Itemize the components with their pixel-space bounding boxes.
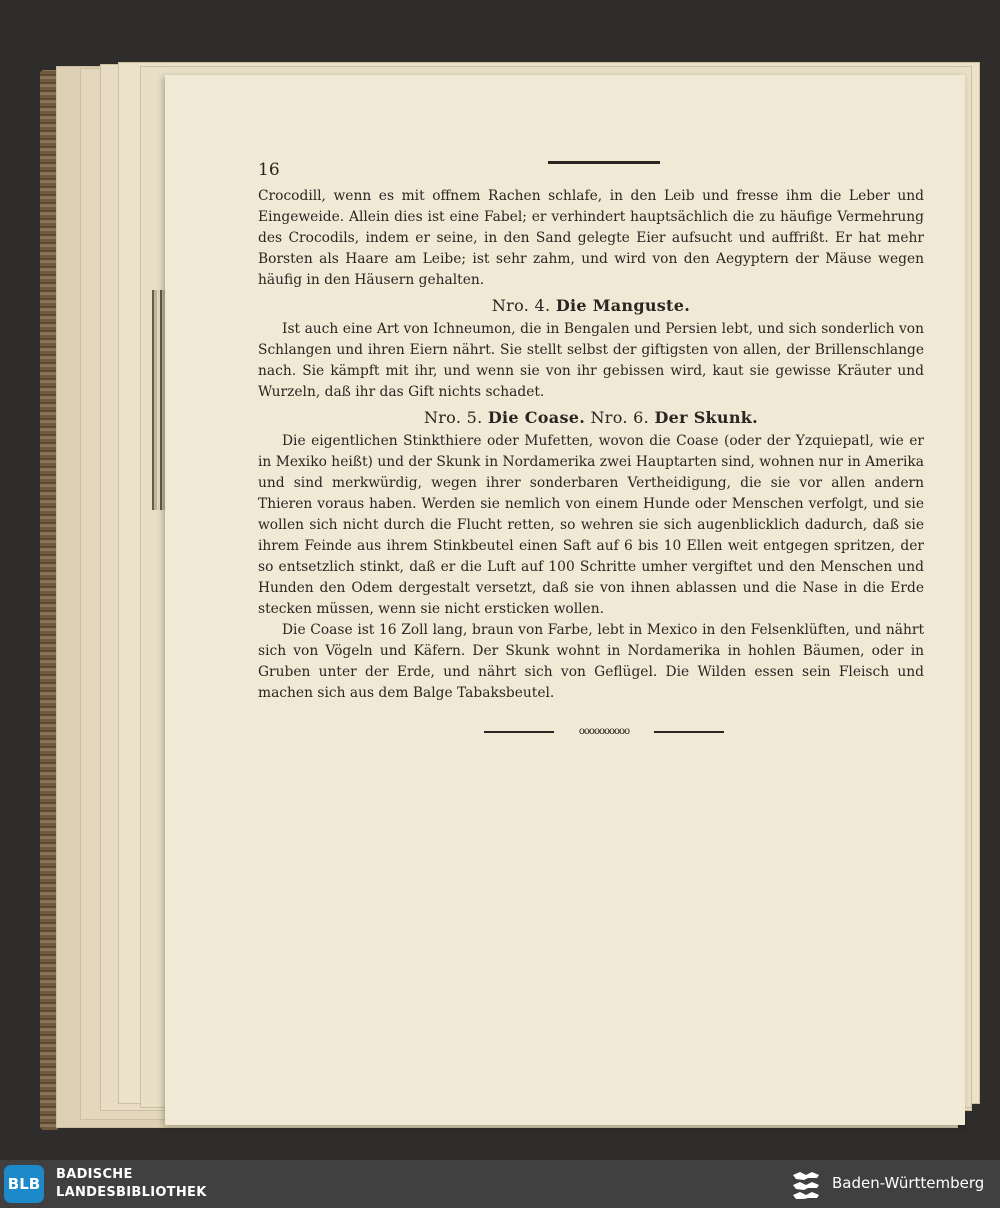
header-rule	[548, 161, 660, 164]
page-number: 16	[258, 160, 280, 180]
library-name[interactable]	[56, 1166, 207, 1202]
heading-title: Die Manguste.	[555, 296, 691, 315]
library-name-line: LANDESBIBLIOTHEK	[56, 1185, 207, 1200]
paragraph-stinkthiere: Die eigentlichen Stinkthiere oder Mufetten, wovon die Coase (oder der Yzquiepatl, wie er in Mexiko heißt) und der Skunk in Nordamerika zwei Hauptarten sind, wohnen nur in Amerika und sind merkwürdig, wegen ihrer sonderbaren Vertheidigung, die sie vor allen andern Thieren voraus haben. Werden sie nemlich von einem Hunde oder Menschen verfolgt, und sie wollen sich nicht durch die Flucht retten, so wehren sie sich augenblicklich dadurch, daß sie ihrem Feinde aus ihrem Stinkbeutel einen Saft auf 6 bis 10 Ellen weit entgegen spritzen, der so entsetzlich stinkt, daß er die Luft auf 100 Schritte umher vergiftet und den Menschen und Hunden den Odem dergestalt versetzt, daß sie von ihnen ablassen und die Nase in die Erde stecken müssen, wenn sie nicht ersticken wollen.	[258, 433, 924, 617]
heading-number: Nro. 5.	[423, 408, 483, 427]
lions-emblem-icon	[790, 1168, 822, 1200]
heading-number: Nro. 6.	[590, 408, 650, 427]
library-name-line: BADISCHE	[56, 1167, 133, 1182]
heading-title: Der Skunk.	[654, 408, 759, 427]
ornament-chain: oooooooooo	[578, 726, 630, 737]
heading-manguste	[258, 295, 924, 317]
blb-logo[interactable]: BLB	[4, 1165, 44, 1203]
state-name[interactable]: Baden-Württemberg	[832, 1174, 985, 1192]
paragraph-crocodile: Crocodill, wenn es mit offnem Rachen schlafe, in den Leib und fresse ihm die Leber und Eingeweide. Allein dies ist eine Fabel; er verhindert hauptsächlich die zu häufige Vermehrung des Crocodils, indem er seine, in den Sand gelegte Eier aufsucht und auffrißt. Er hat mehr Borsten als Haare am Leibe; ist sehr zahm, und wird von den Aegyptern der Mäuse wegen häufig in den Häusern gehalten.	[258, 188, 924, 288]
footer-bar	[0, 1160, 1000, 1208]
paragraph-manguste: Ist auch eine Art von Ichneumon, die in Bengalen und Persien lebt, und sich sonderlich von Schlangen und ihren Eiern nährt. Sie stellt selbst der giftigsten von allen, der Brillenschlange nach. Sie kämpft mit ihr, und wenn sie von ihr gebissen wird, kaut sie gewisse Kräuter und Wurzeln, daß ihr das Gift nichts schadet.	[258, 321, 924, 400]
heading-title: Die Coase.	[487, 408, 586, 427]
heading-coase-skunk	[258, 407, 924, 429]
heading-number: Nro. 4.	[491, 296, 551, 315]
paragraph-coase: Die Coase ist 16 Zoll lang, braun von Farbe, lebt in Mexico in den Felsenklüften, und nährt sich von Vögeln und Käfern. Der Skunk wohnt in Nordamerika in hohlen Bäumen, oder in Gruben unter der Erde, und nährt sich von Geflügel. Die Wilden essen sein Fleisch und machen sich aus dem Balge Tabaksbeutel.	[258, 622, 924, 701]
ornament-divider	[484, 725, 724, 739]
body-text	[258, 186, 924, 704]
